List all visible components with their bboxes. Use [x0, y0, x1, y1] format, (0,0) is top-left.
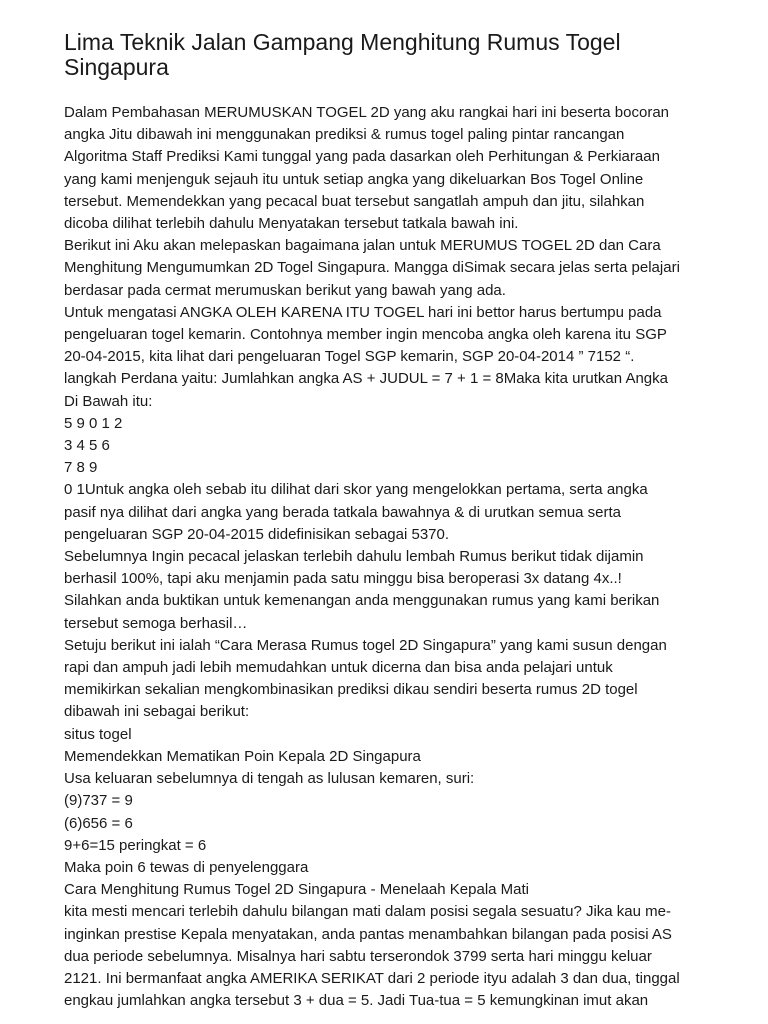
body-line: langkah Perdana yaitu: Jumlahkan angka AS + JUDUL = 7 + 1 = 8Maka kita urutkan Angka: [64, 370, 668, 388]
body-line: Setuju berikut ini ialah “Cara Merasa Rumus togel 2D Singapura” yang kami susun dengan: [64, 636, 667, 654]
body-line: Cara Menghitung Rumus Togel 2D Singapura - Menelaah Kepala Mati: [64, 881, 529, 899]
body-line: Maka poin 6 tewas di penyelenggara: [64, 858, 309, 876]
body-line: 0 1Untuk angka oleh sebab itu dilihat dari skor yang mengelokkan pertama, serta angka: [64, 481, 648, 499]
body-line: berdasar pada cermat merumuskan berikut yang bawah yang ada.: [64, 281, 506, 299]
body-line: yang kami menjenguk sejauh itu untuk setiap angka yang dikeluarkan Bos Togel Online: [64, 170, 644, 188]
body-line: engkau jumlahkan angka tersebut 3 + dua = 5. Jadi Tua-tua = 5 kemungkinan imut akan: [64, 992, 649, 1010]
body-line: (6)656 = 6: [64, 814, 133, 832]
body-line: dua periode sebelumnya. Misalnya hari sabtu terserondok 3799 serta hari minggu keluar: [64, 947, 652, 965]
body-line: situs togel: [64, 725, 132, 743]
title-line: Lima Teknik Jalan Gampang Menghitung Rumus Togel: [64, 29, 621, 55]
body-line: Algoritma Staff Prediksi Kami tunggal yang pada dasarkan oleh Perhitungan & Perkiaraan: [64, 148, 660, 166]
body-line: Menghitung Mengumumkan 2D Togel Singapura. Mangga diSimak secara jelas serta pelajari: [64, 259, 680, 277]
body-line: tersebut semoga berhasil…: [64, 614, 248, 632]
body-line: 9+6=15 peringkat = 6: [64, 836, 207, 854]
body-line: berhasil 100%, tapi aku menjamin pada satu minggu bisa beroperasi 3x datang 4x..!: [64, 570, 622, 588]
body-line: pengeluaran SGP 20-04-2015 didefinisikan sebagai 5370.: [64, 525, 450, 543]
body-line: Berikut ini Aku akan melepaskan bagaimana jalan untuk MERUMUS TOGEL 2D dan Cara: [64, 237, 661, 255]
body-line: pasif nya dilihat dari angka yang berada tatkala bawahnya & di urutkan semua serta: [64, 503, 622, 521]
body-line: Sebelumnya Ingin pecacal jelaskan terlebih dahulu lembah Rumus berikut tidak dijamin: [64, 548, 644, 566]
body-line: angka Jitu dibawah ini menggunakan prediksi & rumus togel paling pintar rancangan: [64, 126, 625, 144]
body-line: Di Bawah itu:: [64, 392, 153, 410]
body-line: Memendekkan Mematikan Poin Kepala 2D Singapura: [64, 747, 421, 765]
body-line: tersebut. Memendekkan yang pecacal buat tersebut sangatlah ampuh dan jitu, silahkan: [64, 192, 645, 210]
body-line: Untuk mengatasi ANGKA OLEH KARENA ITU TOGEL hari ini bettor harus bertumpu pada: [64, 303, 662, 321]
document-page: [64, 30, 720, 1012]
body-line: Dalam Pembahasan MERUMUSKAN TOGEL 2D yang aku rangkai hari ini beserta bocoran: [64, 104, 670, 121]
body-line: 3 4 5 6: [64, 437, 110, 455]
body-line: 5 9 0 1 2: [64, 414, 123, 432]
body-line: Silahkan anda buktikan untuk kemenangan anda menggunakan rumus yang kami berikan: [64, 592, 660, 610]
body-line: 2121. Ini bermanfaat angka AMERIKA SERIKAT dari 2 periode ityu adalah 3 dan dua, tinggal: [64, 969, 680, 987]
document-title: [64, 30, 720, 80]
body-line: Usa keluaran sebelumnya di tengah as lulusan kemaren, suri:: [64, 770, 475, 788]
document-body: [64, 102, 720, 1012]
body-line: dicoba dilihat terlebih dahulu Menyatakan tersebut tatkala bawah ini.: [64, 215, 519, 233]
body-line: 7 8 9: [64, 459, 98, 477]
body-line: dibawah ini sebagai berikut:: [64, 703, 250, 721]
body-line: memikirkan sekalian mengkombinasikan prediksi dikau sendiri beserta rumus 2D togel: [64, 681, 638, 699]
body-line: inginkan prestise Kepala menyatakan, anda pantas menambahkan bilangan pada posisi AS: [64, 925, 672, 943]
title-line: Singapura: [64, 54, 169, 80]
body-line: pengeluaran togel kemarin. Contohnya member ingin mencoba angka oleh karena itu SGP: [64, 326, 667, 344]
body-line: rapi dan ampuh jadi lebih memudahkan untuk dicerna dan bisa anda pelajari untuk: [64, 659, 613, 677]
body-line: kita mesti mencari terlebih dahulu bilangan mati dalam posisi segala sesuatu? Jika kau me-: [64, 903, 671, 921]
body-line: 20-04-2015, kita lihat dari pengeluaran Togel SGP kemarin, SGP 20-04-2014 ” 7152 “.: [64, 348, 635, 366]
body-line: (9)737 = 9: [64, 792, 133, 810]
